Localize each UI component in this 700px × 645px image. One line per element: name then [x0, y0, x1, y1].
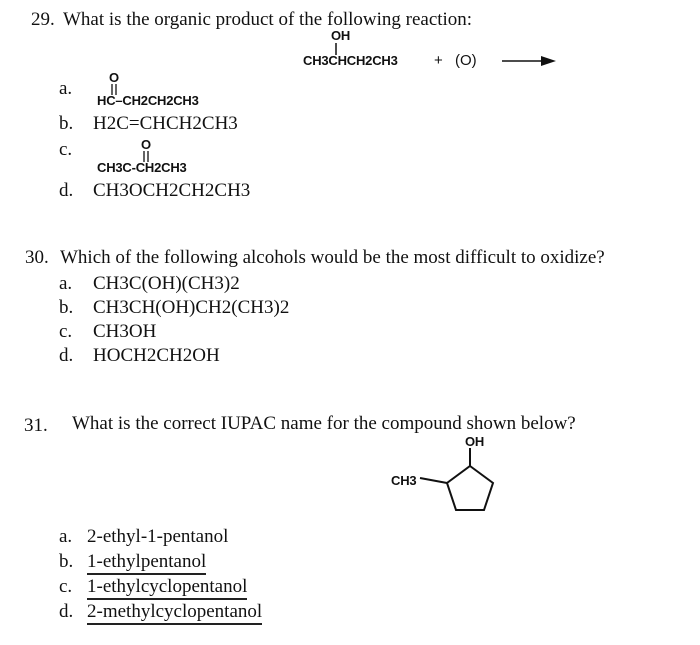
q30-option-d-letter: d. — [59, 345, 74, 366]
q29-plus: + — [434, 52, 443, 69]
q29-reaction-oh: OH — [331, 28, 351, 43]
q30-option-a-text: CH3C(OH)(CH3)2 — [93, 273, 240, 294]
q30-option-a-letter: a. — [59, 273, 73, 294]
q29-option-a-text: HC–CH2CH2CH3 — [97, 93, 199, 108]
q31-option-d-text: 2-methylcyclopentanol — [87, 601, 262, 625]
q29-option-a-letter: a. — [59, 78, 73, 99]
q31-methyl-bond — [420, 478, 447, 483]
q30-option-c-text: CH3OH — [93, 321, 157, 342]
q29-option-c-letter: c. — [59, 139, 73, 160]
q31-structure-ch3: CH3 — [391, 473, 417, 488]
q31-number: 31. — [24, 415, 48, 436]
q30-option-d-text: HOCH2CH2OH — [93, 345, 220, 366]
q31-option-b-text: 1-ethylpentanol — [87, 551, 206, 575]
q31-prompt: What is the correct IUPAC name for the compound shown below? — [72, 413, 576, 434]
q31-option-a-text: 2-ethyl-1-pentanol — [87, 526, 229, 547]
q29-option-c-carbonyl-o: O — [141, 137, 151, 152]
q31-cyclopentane-ring — [447, 466, 493, 510]
q31-option-a-letter: a. — [59, 526, 73, 547]
q29-option-b-text: H2C=CHCH2CH3 — [93, 113, 238, 134]
q29-option-d-text: CH3OCH2CH2CH3 — [93, 180, 251, 201]
q31-option-c-letter: c. — [59, 576, 73, 597]
q29-arrow-head — [541, 56, 556, 66]
q29-number: 29. — [31, 9, 55, 30]
q29-option-c-text: CH3C-CH2CH3 — [97, 160, 187, 175]
q30-option-c-letter: c. — [59, 321, 73, 342]
q29-oxidant: (O) — [455, 52, 477, 69]
q31-option-d-letter: d. — [59, 601, 74, 622]
q29-option-b-letter: b. — [59, 113, 74, 134]
q30-option-b-text: CH3CH(OH)CH2(CH3)2 — [93, 297, 290, 318]
q31-structure-oh: OH — [465, 434, 485, 449]
q31-option-c-text: 1-ethylcyclopentanol — [87, 576, 247, 600]
q31-option-b-letter: b. — [59, 551, 74, 572]
q30-number: 30. — [25, 247, 49, 268]
q30-option-b-letter: b. — [59, 297, 74, 318]
q29-option-a-carbonyl-o: O — [109, 70, 119, 85]
q29-prompt: What is the organic product of the following reaction: — [63, 9, 473, 30]
q30-prompt: Which of the following alcohols would be the most difficult to oxidize? — [60, 247, 605, 268]
q29-reactant: CH3CHCH2CH3 — [303, 53, 398, 68]
q29-option-d-letter: d. — [59, 180, 74, 201]
